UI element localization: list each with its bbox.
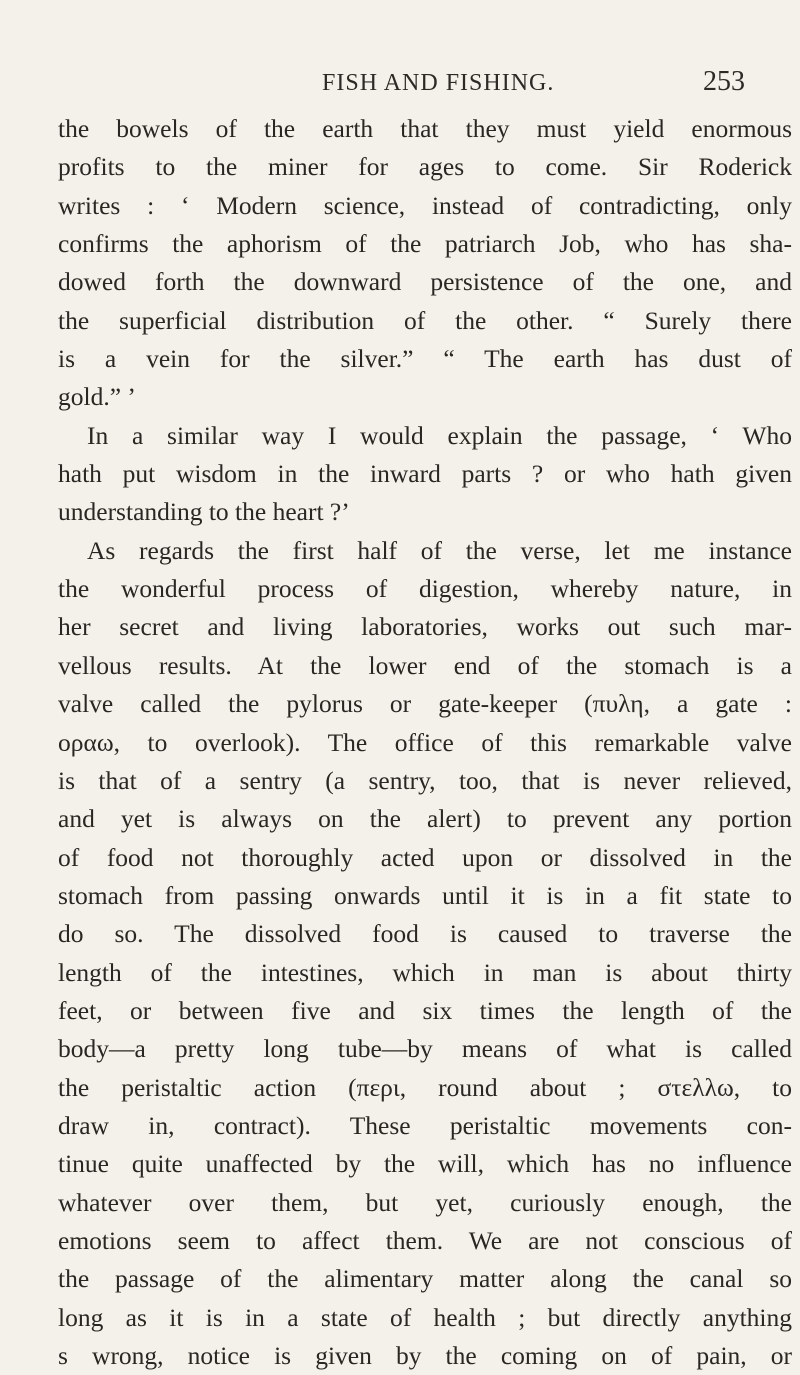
text-line: s wrong, notice is given by the coming on of pain, or: [58, 1341, 792, 1370]
text-line: length of the intestines, which in man is about thirty: [58, 957, 792, 987]
text-line: tinue quite unaffected by the will, which has no influence: [58, 1149, 792, 1179]
text-line: is a vein for the silver.” “ The earth has dust of: [58, 344, 792, 374]
text-line: οραω, to overlook). The office of this remarkable valve: [58, 727, 792, 757]
text-line: feet, or between five and six times the length of the: [58, 995, 792, 1025]
text-line: hath put wisdom in the inward parts ? or who hath given: [58, 459, 792, 489]
text-line: confirms the aphorism of the patriarch Job, who has sha-: [58, 229, 792, 259]
text-line: understanding to the heart ?’: [58, 497, 350, 527]
text-line: her secret and living laboratories, works out such mar-: [58, 612, 792, 642]
text-line: do so. The dissolved food is caused to traverse the: [58, 919, 792, 949]
text-line: the bowels of the earth that they must yield enormous: [58, 114, 792, 143]
text-line: the superficial distribution of the other. “ Surely there: [58, 305, 792, 335]
body-text: [58, 110, 792, 1375]
text-line: the peristaltic action (περι, round about ; στελλω, to: [58, 1072, 792, 1102]
text-line: dowed forth the downward persistence of the one, and: [58, 267, 792, 297]
text-line: gold.” ’: [58, 382, 136, 412]
text-line: of food not thoroughly acted upon or dissolved in the: [58, 842, 792, 872]
text-line: whatever over them, but yet, curiously enough, the: [58, 1187, 792, 1217]
text-line: In a similar way I would explain the passage, ‘ Who: [87, 420, 792, 450]
page-number: 253: [703, 66, 745, 97]
running-title: FISH AND FISHING.: [322, 70, 555, 96]
text-line: writes : ‘ Modern science, instead of contradicting, only: [58, 190, 792, 220]
text-line: emotions seem to affect them. We are not conscious of: [58, 1225, 792, 1255]
text-line: stomach from passing onwards until it is in a fit state to: [58, 880, 792, 910]
text-line: draw in, contract). These peristaltic movements con-: [58, 1110, 792, 1140]
text-line: is that of a sentry (a sentry, too, that is never relieved,: [58, 765, 792, 795]
text-line: the wonderful process of digestion, whereby nature, in: [58, 574, 792, 604]
text-line: profits to the miner for ages to come. Sir Roderick: [58, 152, 792, 182]
text-line: valve called the pylorus or gate-keeper (πυλη, a gate :: [58, 689, 792, 719]
text-line: the passage of the alimentary matter along the canal so: [58, 1264, 792, 1294]
text-line: vellous results. At the lower end of the stomach is a: [58, 650, 792, 680]
text-line: and yet is always on the alert) to prevent any portion: [58, 804, 792, 834]
text-line: body—a pretty long tube—by means of what is called: [58, 1034, 792, 1064]
text-line: As regards the first half of the verse, let me instance: [87, 535, 792, 565]
text-line: long as it is in a state of health ; but directly anything: [58, 1302, 792, 1332]
